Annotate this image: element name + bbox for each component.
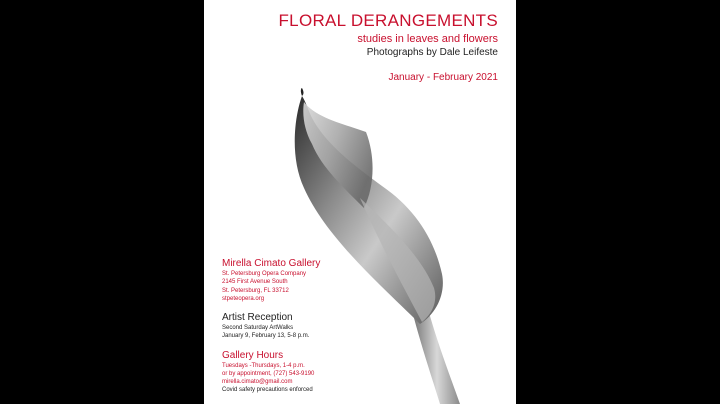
photographer-credit: Photographs by Dale Leifeste [366, 46, 498, 58]
gallery-line: St. Petersburg Opera Company [222, 271, 307, 277]
reception-line: Second Saturday ArtWalks [222, 325, 294, 332]
gallery-block [222, 258, 372, 303]
exhibition-poster [204, 0, 516, 404]
hours-title: Gallery Hours [222, 349, 284, 361]
gallery-name: Mirella Cimato Gallery [222, 258, 321, 269]
reception-line: January 9, February 13, 5-8 p.m. [222, 333, 310, 340]
poster-subtitle: studies in leaves and flowers [357, 32, 498, 45]
exhibition-dates: January - February 2021 [388, 71, 498, 83]
hours-line: Tuesdays -Thursdays, 1-4 p.m. [222, 362, 305, 369]
covid-note: Covid safety precautions enforced [222, 387, 313, 394]
hours-email: mirella.cimato@gmail.com [222, 379, 293, 386]
gallery-line: 2145 First Avenue South [222, 279, 288, 286]
reception-title: Artist Reception [222, 312, 293, 324]
poster-title: FLORAL DERANGEMENTS [278, 11, 498, 30]
hours-block [222, 350, 372, 395]
gallery-line: St. Petersburg, FL 33712 [222, 287, 289, 294]
hours-line: or by appointment, (727) 543-9190 [222, 370, 315, 377]
poster-header [279, 12, 499, 83]
reception-block [222, 312, 372, 341]
gallery-website: stpeteopera.org [222, 295, 265, 302]
poster-info [222, 258, 372, 404]
